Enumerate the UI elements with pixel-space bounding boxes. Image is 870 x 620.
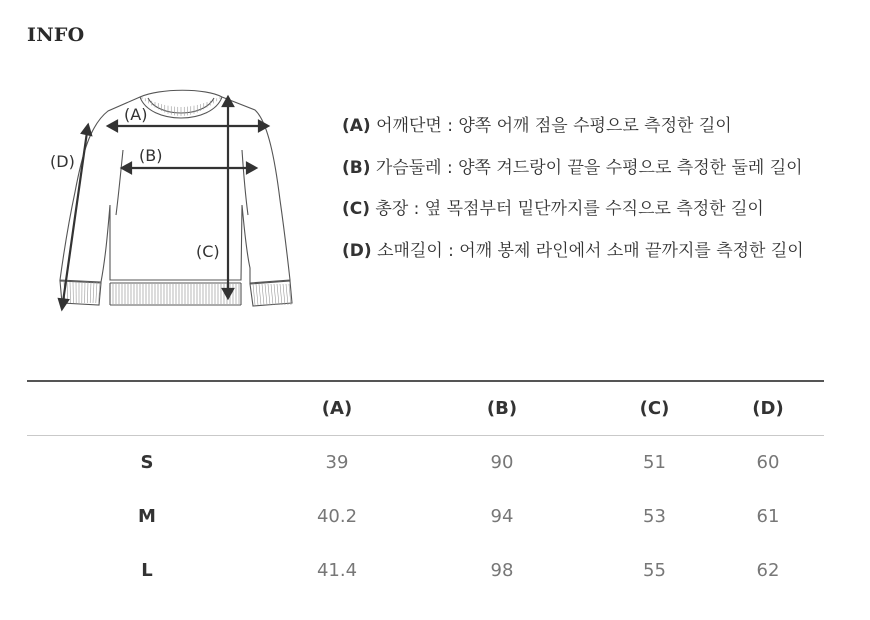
section-title: INFO — [27, 24, 85, 46]
sweater-measurement-diagram — [0, 0, 330, 330]
description-c — [342, 195, 862, 237]
cell-c: 55 — [643, 559, 666, 581]
label-c: (C) — [196, 242, 220, 261]
label-d: (D) — [50, 152, 75, 171]
measurement-descriptions — [342, 112, 862, 278]
header-d: (D) — [712, 381, 824, 435]
cell-b: 94 — [490, 505, 514, 527]
description-text: 총장 : 옆 목점부터 밑단까지를 수직으로 측정한 길이 — [375, 199, 764, 219]
size-table — [27, 380, 824, 597]
table-header-row — [27, 381, 824, 435]
cell-c: 51 — [643, 451, 666, 473]
sweater-outline — [60, 90, 290, 283]
ribbing-hem — [110, 283, 241, 305]
cell-b: 98 — [490, 559, 514, 581]
header-c: (C) — [597, 381, 712, 435]
description-b — [342, 154, 862, 196]
description-d — [342, 237, 862, 279]
cell-d: 61 — [756, 505, 780, 527]
cell-d: 60 — [756, 451, 780, 473]
size-label: M — [138, 505, 156, 527]
table-row — [27, 489, 824, 543]
size-label: S — [140, 451, 154, 473]
description-text: 가슴둘레 : 양쪽 겨드랑이 끝을 수평으로 측정한 둘레 길이 — [375, 157, 803, 178]
cell-a: 41.4 — [316, 559, 358, 581]
cell-a: 40.2 — [316, 505, 358, 527]
description-text: 어깨단면 : 양쪽 어깨 점을 수평으로 측정한 길이 — [376, 116, 732, 136]
header-size — [27, 381, 267, 435]
cell-b: 90 — [490, 451, 514, 473]
description-text: 소매길이 : 어깨 봉제 라인에서 소매 끝까지를 측정한 길이 — [377, 240, 804, 261]
table-row — [27, 435, 824, 489]
cell-c: 53 — [643, 505, 666, 527]
description-key: (C) — [342, 199, 371, 219]
description-key: (B) — [342, 157, 371, 178]
label-a: (A) — [124, 105, 148, 124]
cell-a: 39 — [325, 451, 349, 473]
measure-arrow-c — [223, 97, 233, 298]
table-row — [27, 543, 824, 597]
description-key: (A) — [342, 116, 371, 136]
description-a — [342, 112, 862, 154]
description-key: (D) — [342, 240, 372, 261]
ribbing-collar — [142, 97, 220, 116]
label-b: (B) — [139, 146, 163, 165]
size-label: L — [141, 559, 153, 581]
header-b: (B) — [407, 381, 597, 435]
header-a: (A) — [267, 381, 407, 435]
cell-d: 62 — [756, 559, 780, 581]
